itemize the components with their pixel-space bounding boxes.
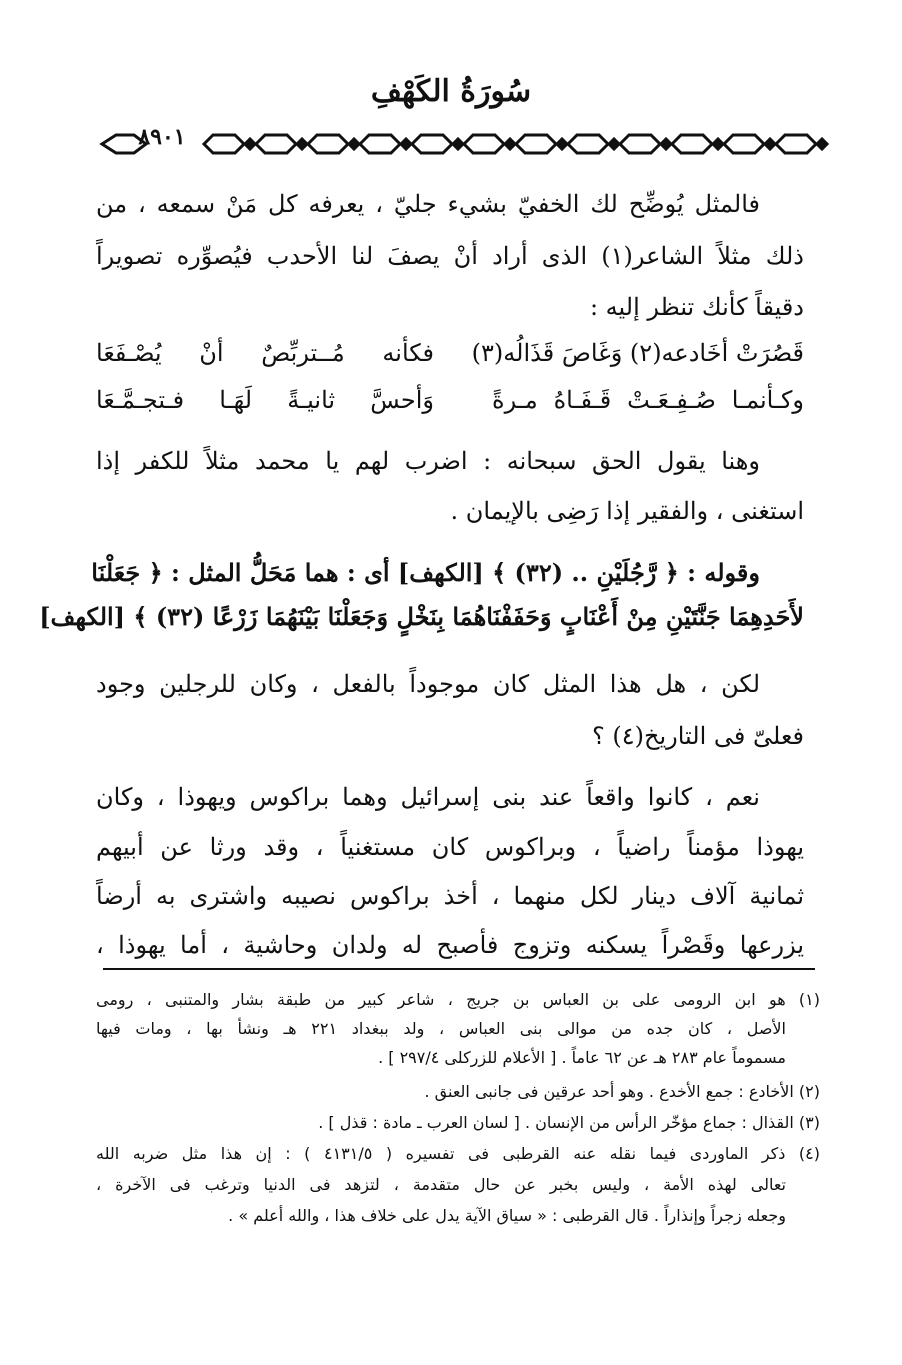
footnote-line: مسموماً عام ٢٨٣ هـ عن ٦٢ عاماً . [ الأعلام للزركلى ٢٩٧/٤ ] . — [378, 1048, 786, 1067]
paragraph-line: دقيقاً كأنك تنظر إليه : — [589, 293, 804, 321]
poem-verse-right: وكـأنمـا صُـفِـعَـتْ قَـفَـاهُ مـرةً — [492, 386, 804, 414]
footnote-line: (٣) القذال : جماع مؤخّر الرأس من الإنسان . [ لسان العرب ـ مادة : قذل ] . — [318, 1113, 820, 1132]
paragraph-line: يزرعها وقَصْراً يسكنه وتزوج فأصبح له ولدان وحاشية ، أما يهوذا ، — [96, 931, 804, 959]
poem-verse-left: فكأنه مُــتربِّصٌ أنْ يُصْـفَعَا — [96, 339, 434, 367]
paragraph-line: ذلك مثلاً الشاعر(١) الذى أراد أنْ يصفَ لنا الأحدب فيُصوِّره تصويراً — [96, 242, 804, 270]
footnote-divider — [103, 968, 815, 970]
footnote-line: الأصل ، كان جده من موالى بنى العباس ، ولد ببغداد ٢٢١ هـ ونشأ بها ، ومات فيها — [96, 1019, 787, 1038]
footnote-line: (٤) ذكر الماوردى فيما نقله عنه القرطبى فى تفسيره ( ٤١٣١/٥ ) : إن هذا مثل ضربه الله — [96, 1144, 821, 1163]
poem-verse-left: وَأحسَّ ثانيـةً لَهَـا فـتجـمَّـعَا — [96, 386, 434, 414]
page-number: ٨٩٠١ — [138, 124, 186, 150]
paragraph-line: يهوذا مؤمناً راضياً ، وبراكوس كان مستغنياً ، وقد ورثا عن أبيهم — [96, 833, 804, 861]
ornament-border — [96, 126, 858, 162]
paragraph-line: نعم ، كانوا واقعاً عند بنى إسرائيل وهما براكوس ويهوذا ، وكان — [96, 783, 760, 811]
quran-quote-line: لأَحَدِهِمَا جَنَّتَيْنِ مِنْ أَعْنَابٍ وَحَفَفْنَاهُمَا بِنَخْلٍ وَجَعَلْنَا بَيْنَهُمَا زَرْعًا (٣٢) ﴾ [الكهف] — [39, 602, 804, 631]
paragraph-line: فالمثل يُوضِّح لك الخفيّ بشيء جليّ ، يعرفه كل مَنْ سمعه ، من — [96, 190, 760, 218]
footnote-line: وجعله زجراً وإنذاراً . قال القرطبى : « سياق الآية يدل على خلاف هذا ، والله أعلم » . — [228, 1206, 786, 1225]
poem-verse-right: قَصُرَتْ أخَادعه(٢) وَغَاصَ قَذَالُه(٣) — [471, 339, 804, 367]
paragraph-line: وهنا يقول الحق سبحانه : اضرب لهم يا محمد مثلاً للكفر إذا — [96, 447, 760, 475]
paragraph-line: استغنى ، والفقير إذا رَضِى بالإيمان . — [450, 497, 804, 525]
footnote-line: (٢) الأخادع : جمع الأخدع . وهو أحد عرقين فى جانبى العنق . — [424, 1082, 820, 1101]
quran-quote-line: وقوله : ﴿ رَّجُلَيْنِ .. (٣٢) ﴾ [الكهف] أى : هما مَحَلُّ المثل : ﴿ جَعَلْنَا — [91, 558, 760, 587]
paragraph-line: ثمانية آلاف دينار لكل منهما ، أخذ براكوس نصيبه واشترى به أرضاً — [96, 882, 804, 910]
footnote-line: تعالى لهذه الأمة ، وليس بخبر عن حال متقدمة ، لتزهد فى الدنيا وترغب فى الآخرة ، — [96, 1175, 786, 1194]
paragraph-line: فعلىّ فى التاريخ(٤) ؟ — [591, 722, 804, 750]
surah-title: سُورَةُ الكَهْفِ — [370, 74, 532, 109]
paragraph-line: لكن ، هل هذا المثل كان موجوداً بالفعل ، وكان للرجلين وجود — [96, 670, 760, 698]
footnote-line: (١) هو ابن الرومى على بن العباس بن جريج ، شاعر كبير من طبقة بشار والمتنبى ، رومى — [96, 990, 820, 1009]
